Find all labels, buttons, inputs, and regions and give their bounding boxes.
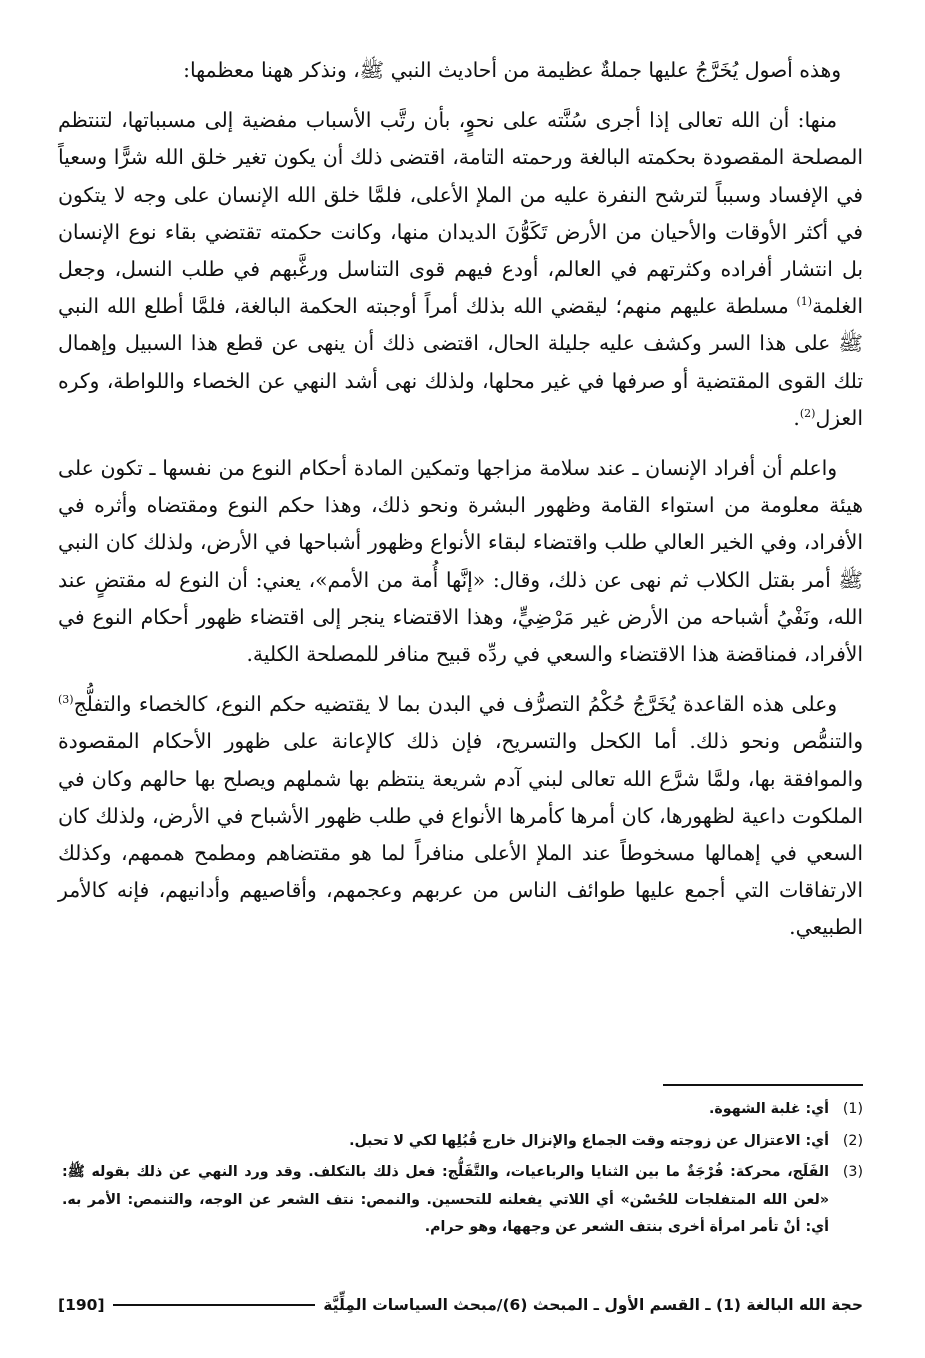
main-text	[58, 52, 863, 960]
footnote-number: (2)	[842, 1132, 863, 1149]
footnote-text: أي: غلبة الشهوة.	[709, 1101, 829, 1117]
paragraph-ascribed-causes: منها: أن الله تعالى إذا أجرى سُنَّته على نحوٍ، بأن رتَّب الأسباب مفضية إلى مسبباتها، لتنتظم المصلحة المقصودة بحكمته البالغة ورحمته التامة، اقتضى ذلك أن يكون تغير خلق الله شرًّا وسعياً في الإفساد وسبباً لترشح النفرة عليه من الملإ الأعلى، فلمَّا خلق الله الإنسان على وجه لا يتكون في أكثر الأوقات والأحيان من الأرض تَكَوُّنَ الديدان منها، وكانت حكمته تقتضي بقاء نوع الإنسان بل انتشار أفراده وكثرتهم في العالم، أودع فيهم قوى التناسل ورغَّبهم في طلب النسل، وجعل الغلمة$^{(1)}$ مسلطة عليهم منهم؛ ليقضي الله بذلك أمراً أوجبته الحكمة البالغة، فلمَّا أطلع الله النبي ﷺ على هذا السر وكشف عليه جليلة الحال، اقتضى ذلك أن ينهى عن قطع هذا السبيل وإهمال تلك القوى المقتضية أو صرفها في غير محلها، ولذلك نهى أشد النهي عن الخصاء واللواطة، وكره العزل$^{(2)}$.	[58, 108, 863, 430]
footer-rule	[113, 1304, 316, 1306]
footnote-3	[62, 1159, 863, 1242]
footnote-separator	[663, 1084, 863, 1086]
running-title: حجة الله البالغة (1) ـ القسم الأول ـ المبحث (6)/مبحث السياسات المِلِّيَّة	[323, 1296, 863, 1314]
footnote-ref-3[interactable]: (3)	[58, 693, 74, 707]
page-number: [190]	[58, 1296, 105, 1314]
footnote-ref-1[interactable]: (1)	[796, 295, 813, 309]
paragraph-body-alteration: وعلى هذه القاعدة يُخَرَّجُ حُكْمُ التصرُّف في البدن بما لا يقتضيه حكم النوع، كالخصاء والتفلُّج$^{(3)}$ والتنمُّص ونحو ذلك. أما الكحل والتسريح، فإن ذلك كالإعانة على ظهور الأحكام المقصودة والموافقة بها، ولمَّا شرَّع الله تعالى لبني آدم شريعة ينتظم بها شملهم ويصلح بها حالهم وكان في الملكوت داعية لظهورها، كان أمرها كأمرها الأنواع في طلب ظهور الأشباح في الأرض، ولذلك كان السعي في إهمالها مسخوطاً عند الملإ الأعلى منافراً لما هو مقتضاهم ومطمح هممهم، وكذلك الارتفاقات التي أجمع عليها طوائف الناس من عربهم وعجمهم، وأقاصيهم وأدانيهم، فإنه كالأمر الطبيعي.	[58, 692, 863, 940]
footnote-number: (3)	[842, 1164, 863, 1180]
page-footer	[58, 1291, 863, 1319]
paragraph-species-forms: واعلم أن أفراد الإنسان ـ عند سلامة مزاجها وتمكين المادة أحكام النوع من نفسها ـ تكون على هيئة معلومة من استواء القامة وظهور البشرة ونحو ذلك، وهذا حكم النوع ومقتضاه وأثره في الأفراد، وفي الخير العالي طلب واقتضاء لبقاء الأنواع وظهور أشباحها في الأرض، ولذلك كان النبي ﷺ أمر بقتل الكلاب ثم نهى عن ذلك، وقال: «إنَّها أُمة من الأمم»، يعني: أن النوع له مقتضٍ عند الله، ونَفْيُ أشباحه من الأرض غير مَرْضِيٍّ، وهذا الاقتضاء ينجر إلى اقتضاء ظهور أحكام النوع في الأفراد، فمناقضة هذا الاقتضاء والسعي في ردِّه قبيح منافر للمصلحة الكلية.	[58, 456, 863, 667]
footnote-ref-2[interactable]: (2)	[799, 407, 816, 421]
footnote-text: أي: الاعتزال عن زوجته وقت الجماع والإنزال خارج قُبُلِها لكي لا تحبل.	[349, 1132, 829, 1149]
footnote-2	[62, 1128, 863, 1156]
intro-paragraph: وهذه أصول يُخَرَّجُ عليها جملةٌ عظيمة من أحاديث النبي ﷺ، ونذكر ههنا معظمها:	[183, 58, 841, 82]
footnote-number: (1)	[842, 1101, 863, 1117]
footnote-1	[62, 1096, 863, 1124]
footnotes	[62, 1096, 863, 1246]
footnote-text: الفَلَج، محركة: فُرْجَةٌ ما بين الثنايا والرباعيات، والتَّفَلُّج: فعل ذلك بالتكلف. وقد ورد النهي عن ذلك بقوله ﷺ: «لعن الله المتفلجات للحُسْن» أي اللاتي يفعلنه للتحسين. والنمص: نتف الشعر عن الوجه، والتنمص: الأمر به. أي: أنْ تأمر امرأة أخرى بنتف الشعر عن وجهها، وهو حرام.	[62, 1164, 829, 1235]
